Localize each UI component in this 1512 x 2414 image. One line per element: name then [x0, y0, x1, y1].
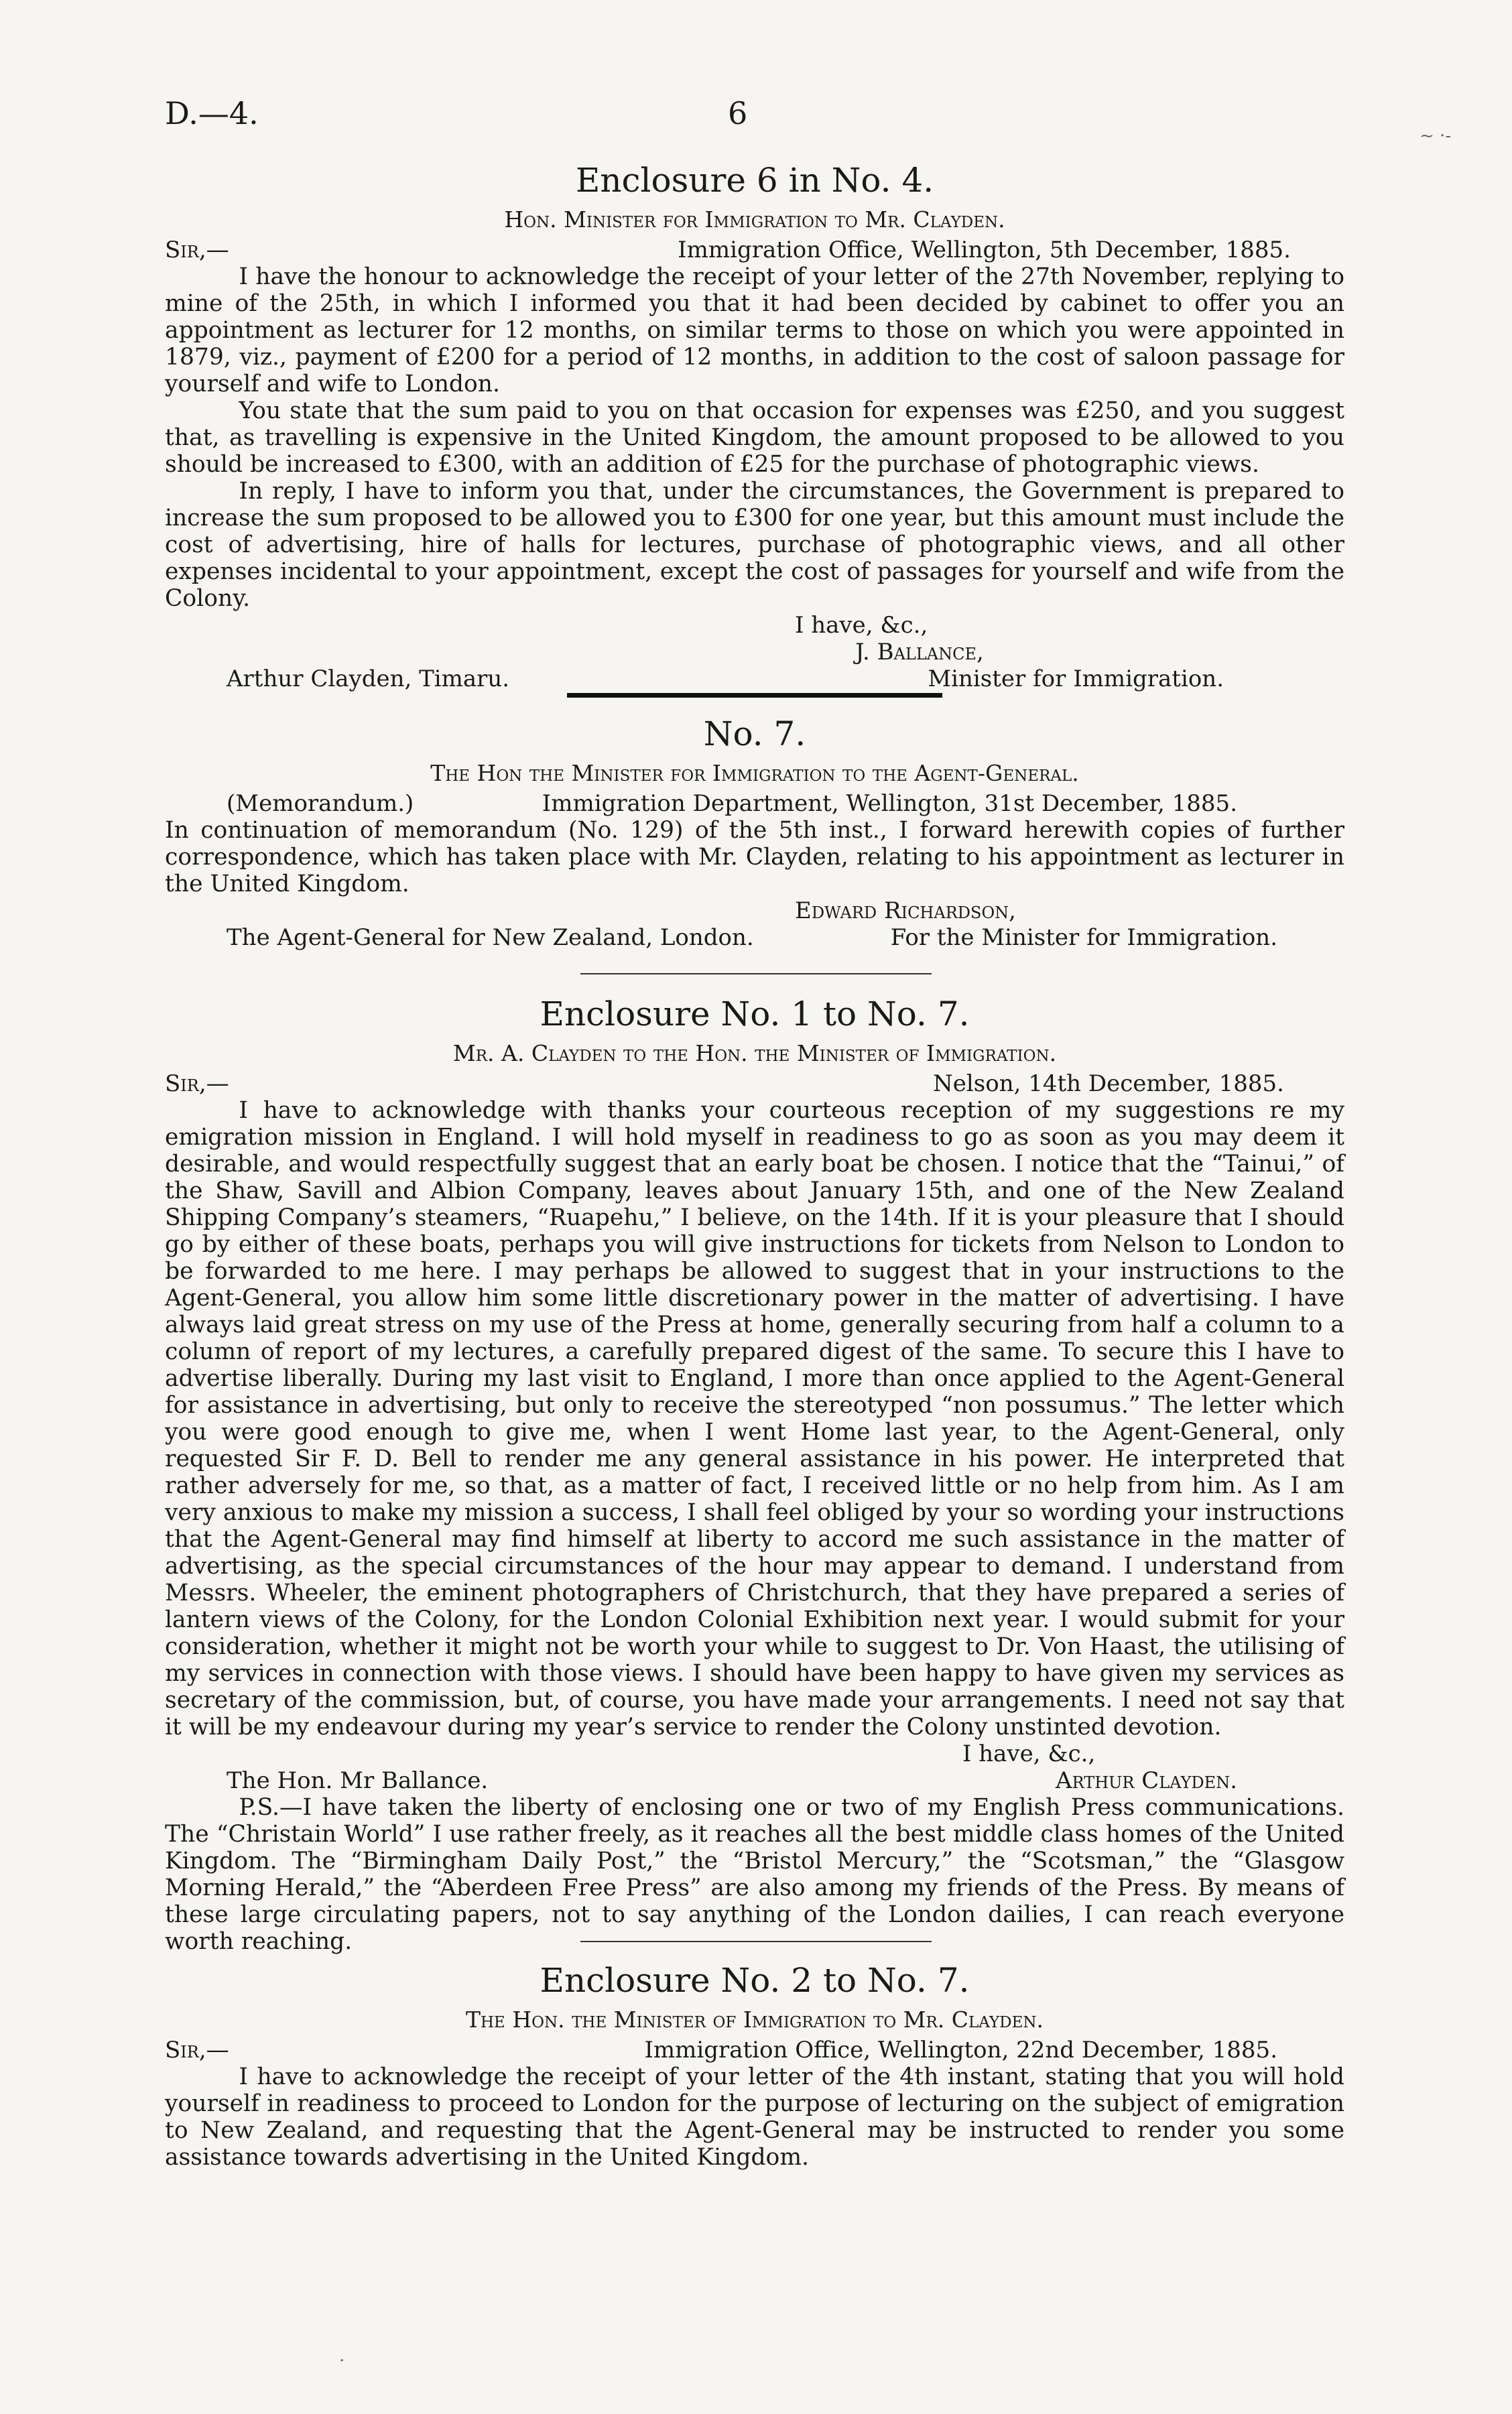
enclosure-6-section — [165, 161, 1344, 692]
salutation-dateline-row — [165, 1070, 1344, 1097]
paragraph: I have to acknowledge with thanks your courteous reception of my suggestions re my emigration mission in England. I will hold myself in readiness to go as soon as you may deem it desirable, and would respectfully suggest that an early boat be chosen. I notice that the “Tainui,” of the Shaw, Savill and Albion Company, leaves about January 15th, and one of the New Zealand Shipping Company’s steamers, “Ruapehu,” I believe, on the 14th. If it is your pleasure that I should go by either of these boats, perhaps you will give instructions for tickets from Nelson to London to be forwarded to me here. I may perhaps be allowed to suggest that in your instructions to the Agent-General, you allow him some little discretionary power in the matter of advertising. I have always laid great stress on my use of the Press at home, generally securing from half a column to a column of report of my lectures, a carefully prepared digest of the same. To secure this I have to advertise liberally. During my last visit to England, I more than once applied to the Agent-General for assistance in advertising, but only to receive the stereotyped “non possumus.” The letter which you were good enough to give me, when I went Home last year, to the Agent-General, only requested Sir F. D. Bell to render me any general assistance in his power. He interpreted that rather adversely for me, so that, as a matter of fact, I received little or no help from him. As I am very anxious to make my mission a success, I shall feel obliged by your so wording your instructions that the Agent-General may find himself at liberty to accord me such assistance in the matter of advertising, as the special circumstances of the hour may appear to demand. I understand from Messrs. Wheeler, the eminent photographers of Christchurch, that they have prepared a series of lantern views of the Colony, for the London Colonial Exhibition next year. I would submit for your consideration, whether it might not be worth your while to suggest to Dr. Von Haast, the utilising of my services in connection with those views. I should have been happy to have given my services as secretary of the commission, but, of course, you have made your arrangements. I need not say that it will be my endeavour during my year’s service to render the Colony unstinted devotion. — [165, 1097, 1344, 1740]
signer-title: Minister for Immigration. — [928, 665, 1224, 692]
signature: J. Ballance, — [855, 639, 984, 665]
memorandum-label: (Memorandum.) — [227, 790, 414, 817]
from-to-line: Hon. Minister for Immigration to Mr. Clayden. — [504, 206, 1005, 233]
dateline: Immigration Office, Wellington, 5th December, 1885. — [678, 237, 1291, 263]
addressee-row — [165, 665, 1344, 692]
closing: I have, &c., — [795, 612, 928, 639]
enclosure-2-section — [165, 1961, 1344, 2171]
page-number: 6 — [728, 95, 748, 131]
salutation-dateline-row — [165, 237, 1344, 263]
addressee: Arthur Clayden, Timaru. — [227, 665, 510, 692]
from-to-line: Mr. A. Clayden to the Hon. the Minister of Immigration. — [452, 1040, 1057, 1066]
addressee-row — [165, 1767, 1344, 1794]
paragraph: I have to acknowledge the receipt of your letter of the 4th instant, stating that you will hold yourself in readiness to proceed to London for the purpose of lecturing on the subject of emigration to New Zealand, and requesting that the Agent-General may be instructed to render you some assistance towards advertising in the United Kingdom. — [165, 2063, 1344, 2171]
enclosure-1-section — [165, 995, 1344, 1955]
dateline: Nelson, 14th December, 1885. — [933, 1070, 1284, 1097]
margin-mark: · — [339, 2351, 345, 2371]
salutation: Sir,— — [165, 2037, 229, 2063]
section-title: Enclosure 6 in No. 4. — [575, 161, 934, 200]
dateline: Immigration Office, Wellington, 22nd December, 1885. — [644, 2037, 1277, 2063]
paragraph: In reply, I have to inform you that, under the circumstances, the Government is prepared to increase the sum proposed to be allowed you to £300 for one year, but this amount must include the cost of advertising, hire of halls for lectures, purchase of photographic views, and all other expenses incidental to your appointment, except the cost of passages for yourself and wife from the Colony. — [165, 478, 1344, 612]
paragraph: I have the honour to acknowledge the receipt of your letter of the 27th November, replying to mine of the 25th, in which I informed you that it had been decided by cabinet to offer you an appointment as lecturer for 12 months, on similar terms to those on which you were appointed in 1879, viz., payment of £200 for a period of 12 months, in addition to the cost of saloon passage for yourself and wife to London. — [165, 263, 1344, 397]
dateline: Immigration Department, Wellington, 31st December, 1885. — [542, 790, 1237, 817]
section-title: Enclosure No. 1 to No. 7. — [540, 995, 970, 1033]
section-divider — [580, 1941, 932, 1942]
postscript: P.S.—I have taken the liberty of enclosing one or two of my English Press communications. The “Christain World” I use rather freely, as it reaches all the best middle class homes of the United Kingdom. The “Birmingham Daily Post,” the “Bristol Mercury,” the “Scotsman,” the “Glasgow Morning Herald,” the “Aberdeen Free Press” are also among my friends of the Press. By means of these large circulating papers, not to say anything of the London dailies, I can reach everyone worth reaching. — [165, 1794, 1344, 1955]
salutation: Sir,— — [165, 237, 229, 263]
salutation-dateline-row — [165, 2037, 1344, 2063]
from-to-line: The Hon. the Minister of Immigration to Mr. Clayden. — [465, 2007, 1044, 2033]
from-to-line: The Hon the Minister for Immigration to the Agent-General. — [430, 760, 1079, 786]
signer-title: For the Minister for Immigration. — [890, 924, 1277, 951]
signature: Edward Richardson, — [795, 897, 1016, 924]
paragraph: In continuation of memorandum (No. 129) of the 5th inst., I forward herewith copies of further correspondence, which has taken place with Mr. Clayden, relating to his appointment as lecturer in the United Kingdom. — [165, 817, 1344, 897]
page-header — [165, 95, 1344, 142]
memo-dateline-row — [165, 790, 1344, 817]
section-divider — [567, 693, 942, 698]
section-title: Enclosure No. 2 to No. 7. — [540, 1961, 970, 2000]
addressee: The Hon. Mr Ballance. — [227, 1767, 489, 1794]
no-7-section — [165, 714, 1344, 951]
section-title: No. 7. — [703, 714, 806, 753]
margin-mark: ~ ·- — [1420, 126, 1452, 146]
salutation: Sir,— — [165, 1070, 229, 1097]
paragraph: You state that the sum paid to you on that occasion for expenses was £250, and you suggest that, as travelling is expensive in the United Kingdom, the amount proposed to be allowed to you should be increased to £300, with an addition of £25 for the purchase of photographic views. — [165, 397, 1344, 478]
signature: Arthur Clayden. — [1056, 1767, 1237, 1794]
closing: I have, &c., — [962, 1740, 1096, 1767]
section-divider — [580, 973, 932, 974]
addressee: The Agent-General for New Zealand, London. — [227, 924, 754, 951]
document-reference: D.—4. — [165, 95, 259, 131]
addressee-row — [165, 924, 1344, 951]
